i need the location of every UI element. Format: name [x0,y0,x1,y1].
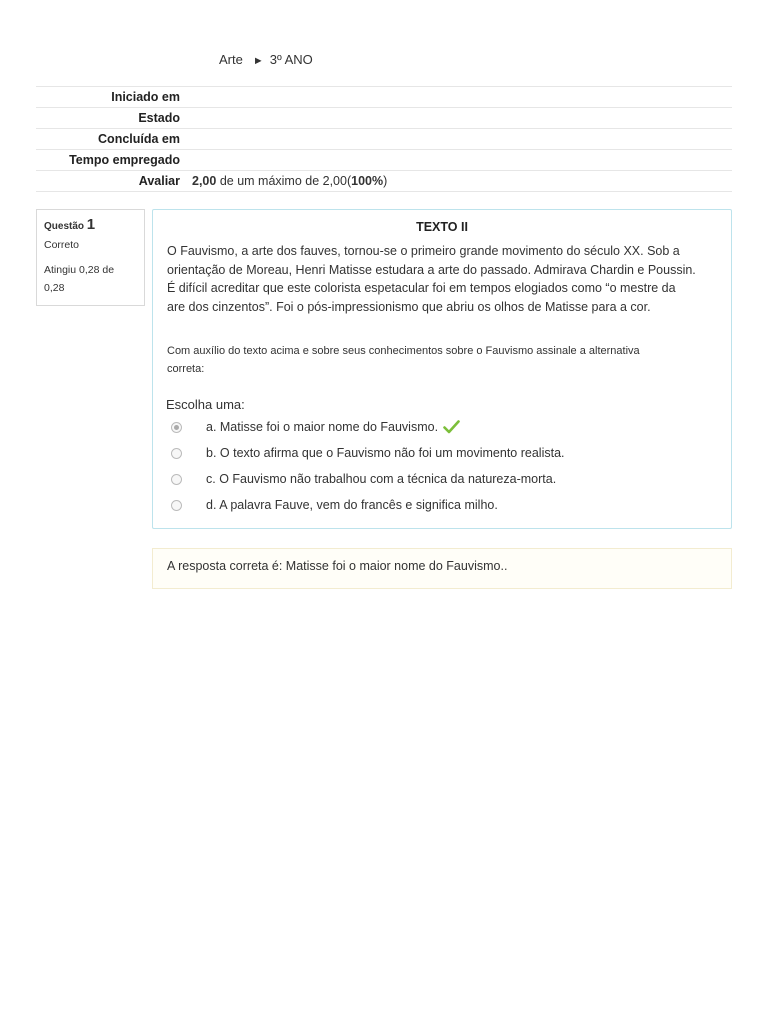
radio-selected-icon[interactable] [171,422,182,433]
grade-max-text: de um máximo de 2,00( [216,174,352,188]
summary-label: Iniciado em [36,87,186,108]
grade-score: 2,00 [192,174,217,188]
question-grade: Atingiu 0,28 de 0,28 [44,264,115,294]
summary-row-completed [36,129,732,150]
question-prompt: Com auxílio do texto acima e sobre seus conhecimentos sobre o Fauvismo assinale a alternativa correta: [167,345,640,375]
radio-icon[interactable] [171,500,182,511]
grade-percent: 100% [351,174,384,188]
answer-option-c[interactable] [171,469,556,489]
answer-option-b[interactable] [171,443,565,463]
correct-check-icon [443,420,460,434]
summary-row-time-taken [36,150,732,171]
correct-answer-feedback: A resposta correta é: Matisse foi o maior nome do Fauvismo.. [152,548,732,589]
question-prefix: Questão [44,221,85,232]
breadcrumb [219,52,313,67]
summary-row-grade [36,171,732,192]
summary-label: Concluída em [36,129,186,150]
grade-close-paren: ) [383,174,388,188]
answer-option-label: a. Matisse foi o maior nome do Fauvismo. [206,420,439,434]
question-content-box [152,209,732,529]
summary-label: Estado [36,108,186,129]
breadcrumb-course-link[interactable]: Arte [219,52,243,67]
summary-row-started [36,87,732,108]
answer-option-a[interactable] [171,417,460,437]
summary-row-state [36,108,732,129]
summary-label: Tempo empregado [36,150,186,171]
summary-value [186,150,732,171]
question-state: Correto [44,239,80,251]
breadcrumb-section-link[interactable]: 3º ANO [269,52,313,67]
radio-icon[interactable] [171,448,182,459]
radio-icon[interactable] [171,474,182,485]
answer-option-label: c. O Fauvismo não trabalhou com a técnica da natureza-morta. [206,472,557,486]
question-number [44,216,137,233]
attempt-summary-table [36,86,732,192]
answer-option-d[interactable] [171,495,498,515]
breadcrumb-separator-icon: ► [252,55,264,67]
question-passage: O Fauvismo, a arte dos fauves, tornou-se o primeiro grande movimento do século XX. Sob a orientação de Moreau, Henri Matisse estudara a arte do passado. Admirava Chardin e Poussin. É difícil acreditar que este colorista espetacular foi em tempos elogiados como “o mestre da are dos cinzentos”. Foi o pós-impressionismo que abriu os olhos de Matisse para a cor. [167,244,696,314]
grade-value [186,171,732,192]
answer-option-label: d. A palavra Fauve, vem do francês e significa milho. [206,498,498,512]
question-number-value: 1 [86,216,96,233]
summary-value [186,129,732,150]
question-info-panel [36,209,145,306]
summary-value [186,87,732,108]
choose-one-label: Escolha uma: [166,397,245,412]
answer-option-label: b. O texto afirma que o Fauvismo não foi um movimento realista. [206,446,565,460]
summary-value [186,108,732,129]
summary-label: Avaliar [36,171,186,192]
question-title: TEXTO II [416,220,468,234]
